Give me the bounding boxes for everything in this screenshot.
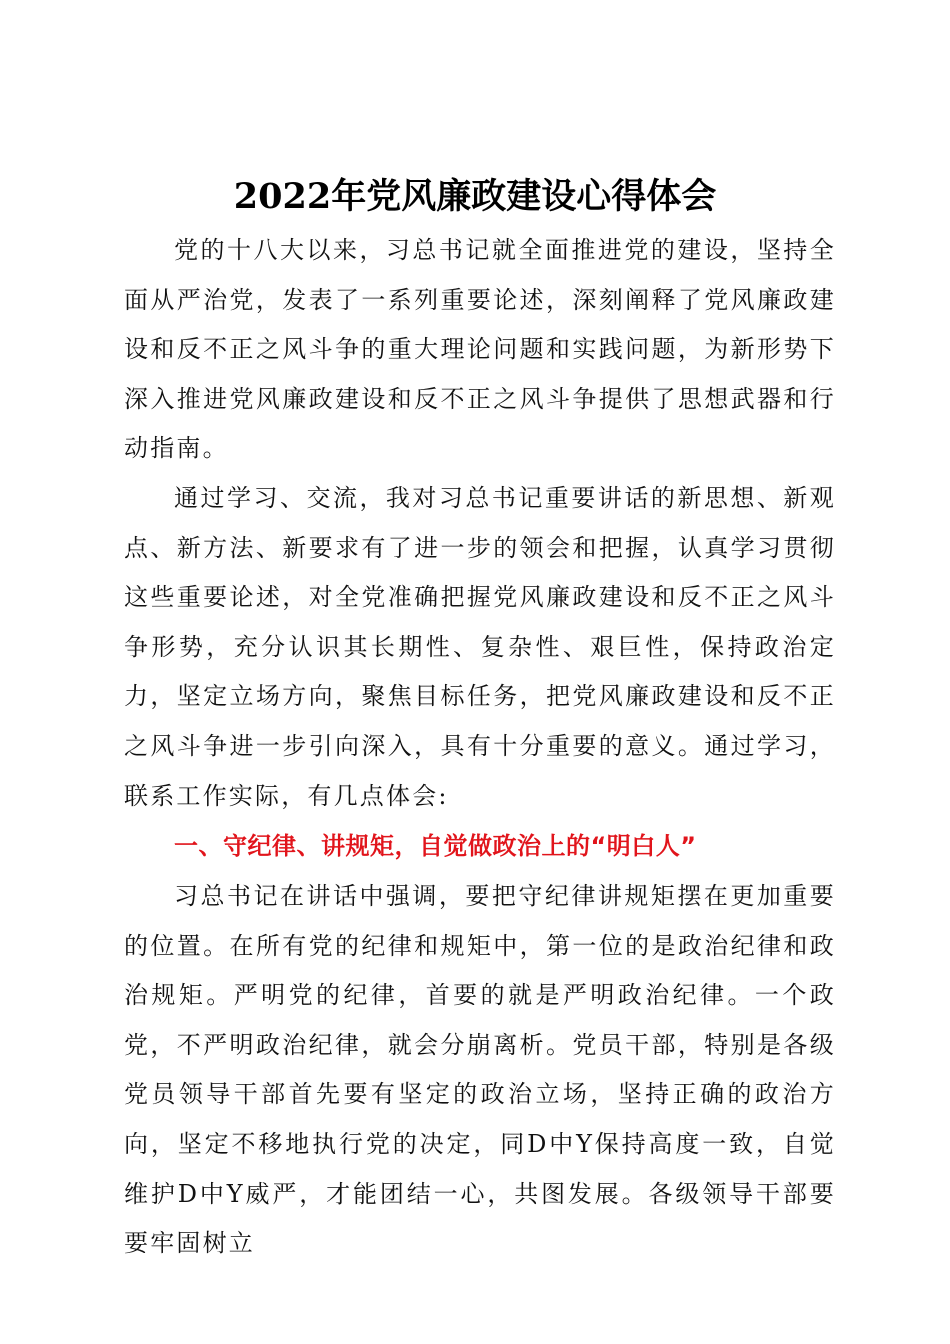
section-heading-1: 一、守纪律、讲规矩，自觉做政治上的“明白人” <box>174 832 697 860</box>
paragraph-section-1: 习总书记在讲话中强调，要把守纪律讲规矩摆在更加重要的位置。在所有党的纪律和规矩中，第一位的是政治纪律和政治规矩。严明党的纪律，首要的就是严明政治纪律。一个政党，不严明政治纪律，就会分崩离析。党员干部，特别是各级党员领导干部首先要有坚定的政治立场，坚持正确的政治方向，坚定不移地执行党的决定，同D中Y保持高度一致，自觉维护D中Y威严，才能团结一心，共图发展。各级领导干部要要牢固树立 <box>124 882 836 1258</box>
document-title: 2022年党风廉政建设心得体会 <box>233 176 717 218</box>
paragraph-intro: 党的十八大以来，习总书记就全面推进党的建设，坚持全面从严治党，发表了一系列重要论述，深刻阐释了党风廉政建设和反不正之风斗争的重大理论问题和实践问题，为新形势下深入推进党风廉政建设和反不正之风斗争提供了思想武器和行动指南。 <box>124 236 836 463</box>
paragraph-study: 通过学习、交流，我对习总书记重要讲话的新思想、新观点、新方法、新要求有了进一步的领会和把握，认真学习贯彻这些重要论述，对全党准确把握党风廉政建设和反不正之风斗争形势，充分认识其长期性、复杂性、艰巨性，保持政治定力，坚定立场方向，聚焦目标任务，把党风廉政建设和反不正之风斗争进一步引向深入，具有十分重要的意义。通过学习，联系工作实际，有几点体会: <box>124 484 836 810</box>
